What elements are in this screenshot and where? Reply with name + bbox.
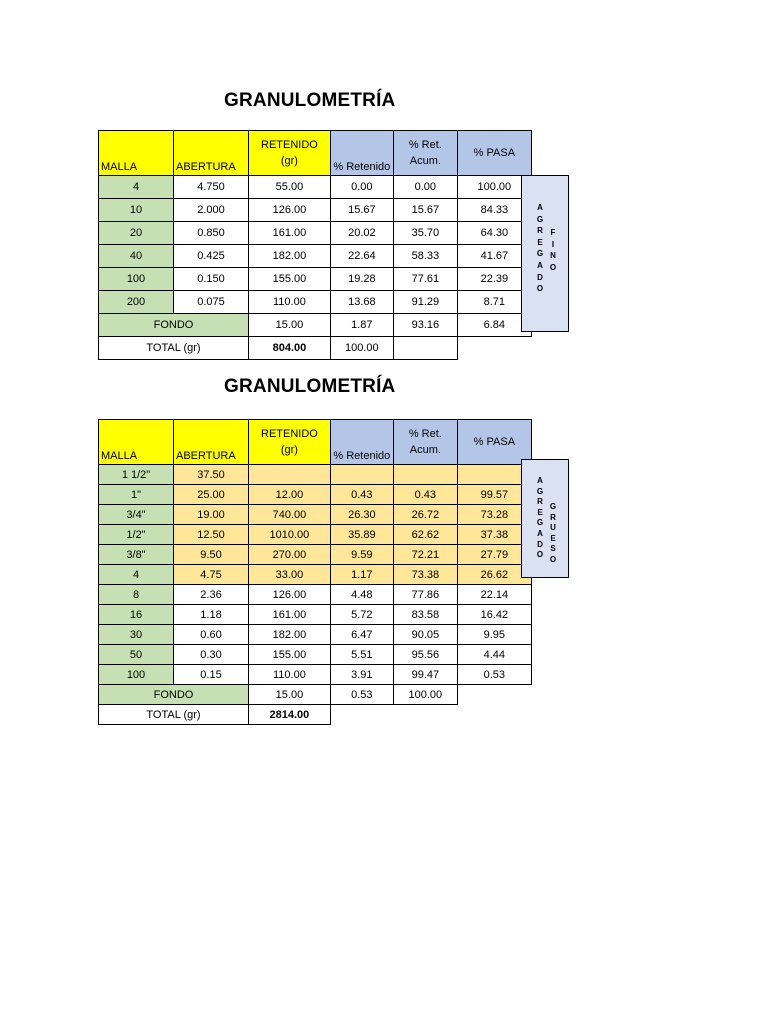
cell-pct-retenido: 0.00 <box>330 176 393 199</box>
cell-malla: 1/2" <box>99 525 174 545</box>
cell-pct-retenido: 15.67 <box>330 199 393 222</box>
table-row <box>99 625 532 645</box>
cell-pct-retenido: 13.68 <box>330 291 393 314</box>
fondo-row <box>99 685 532 705</box>
cell-pct-pasa: 22.14 <box>457 585 531 605</box>
title-2: GRANULOMETRÍA <box>224 376 396 397</box>
fondo-pct-ret-acum: 93.16 <box>393 314 457 337</box>
cell-abertura: 2.000 <box>174 199 249 222</box>
total-row <box>99 705 532 725</box>
table-row <box>99 545 532 565</box>
fondo-row <box>99 314 532 337</box>
side-label-letter: G <box>536 214 544 224</box>
cell-retenido: 126.00 <box>249 199 331 222</box>
total-row <box>99 337 532 360</box>
total-retenido: 2814.00 <box>249 705 331 725</box>
cell-malla: 100 <box>99 665 174 685</box>
side-label-letter: F <box>550 228 556 237</box>
fondo-retenido: 15.00 <box>249 314 331 337</box>
cell-retenido: 110.00 <box>249 665 331 685</box>
cell-pct-retenido: 5.51 <box>330 645 393 665</box>
fondo-label: FONDO <box>99 685 249 705</box>
cell-pct-pasa: 22.39 <box>457 268 531 291</box>
table-row <box>99 505 532 525</box>
cell-pct-ret-acum: 0.43 <box>393 485 457 505</box>
side-label-letter: N <box>550 251 556 261</box>
cell-abertura: 0.850 <box>174 222 249 245</box>
side-label-letter: R <box>550 512 556 522</box>
cell-pct-retenido: 6.47 <box>330 625 393 645</box>
total-empty <box>457 705 531 725</box>
cell-abertura: 0.150 <box>174 268 249 291</box>
cell-retenido: 155.00 <box>249 268 331 291</box>
cell-malla: 10 <box>99 199 174 222</box>
cell-pct-ret-acum: 58.33 <box>393 245 457 268</box>
cell-pct-ret-acum: 91.29 <box>393 291 457 314</box>
side-label-letter: O <box>549 262 557 272</box>
cell-pct-ret-acum <box>393 465 457 485</box>
cell-pct-retenido: 4.48 <box>330 585 393 605</box>
side-label-letter: E <box>537 507 543 517</box>
header-pct-ret-acum: % Ret. Acum. <box>393 131 457 176</box>
cell-abertura: 2.36 <box>174 585 249 605</box>
fondo-retenido: 15.00 <box>249 685 331 705</box>
header-malla: MALLA <box>99 420 174 465</box>
total-empty <box>457 337 531 360</box>
cell-pct-ret-acum: 35.70 <box>393 222 457 245</box>
cell-malla: 1" <box>99 485 174 505</box>
cell-pct-retenido: 35.89 <box>330 525 393 545</box>
total-empty <box>330 705 393 725</box>
header-pct-pasa: % PASA <box>457 131 531 176</box>
table-row <box>99 291 532 314</box>
side-label-letter: O <box>536 284 544 294</box>
cell-pct-pasa: 4.44 <box>457 645 531 665</box>
fondo-pct-pasa: 6.84 <box>457 314 531 337</box>
cell-pct-pasa: 64.30 <box>457 222 531 245</box>
side-label-letter: G <box>536 518 544 528</box>
table-row <box>99 268 532 291</box>
table-row <box>99 222 532 245</box>
header-row <box>99 420 532 465</box>
side-label-letter: D <box>537 272 543 282</box>
cell-pct-pasa: 0.53 <box>457 665 531 685</box>
table-row <box>99 485 532 505</box>
cell-retenido: 161.00 <box>249 222 331 245</box>
side-label-letter: G <box>536 249 544 259</box>
header-abertura: ABERTURA <box>174 420 249 465</box>
cell-malla: 16 <box>99 605 174 625</box>
header-retenido: RETENIDO (gr) <box>249 420 331 465</box>
table-row <box>99 245 532 268</box>
side-label-letter: S <box>550 544 556 554</box>
cell-malla: 3/4" <box>99 505 174 525</box>
cell-malla: 4 <box>99 565 174 585</box>
side-label-letter: A <box>537 529 543 538</box>
side-label-letter: R <box>537 497 543 507</box>
fondo-pct-retenido: 0.53 <box>330 685 393 705</box>
total-empty <box>393 705 457 725</box>
cell-pct-retenido <box>330 465 393 485</box>
header-pct-pasa: % PASA <box>457 420 531 465</box>
cell-retenido <box>249 465 331 485</box>
cell-malla: 8 <box>99 585 174 605</box>
side-label-letter: O <box>549 555 557 564</box>
cell-pct-pasa: 16.42 <box>457 605 531 625</box>
table-row <box>99 199 532 222</box>
cell-malla: 4 <box>99 176 174 199</box>
cell-retenido: 182.00 <box>249 625 331 645</box>
cell-abertura: 0.30 <box>174 645 249 665</box>
header-retenido: RETENIDO (gr) <box>249 131 331 176</box>
cell-pct-ret-acum: 15.67 <box>393 199 457 222</box>
cell-pct-pasa: 27.79 <box>457 545 531 565</box>
cell-pct-ret-acum: 83.58 <box>393 605 457 625</box>
header-pct-ret-acum: % Ret. Acum. <box>393 420 457 465</box>
side-label-agregado-grueso <box>521 459 569 578</box>
side-label-letter: A <box>537 261 543 270</box>
fondo-pct-ret-acum: 100.00 <box>393 685 457 705</box>
cell-malla: 1 1/2" <box>99 465 174 485</box>
cell-abertura: 0.60 <box>174 625 249 645</box>
cell-pct-ret-acum: 77.61 <box>393 268 457 291</box>
total-label: TOTAL (gr) <box>99 705 249 725</box>
cell-malla: 100 <box>99 268 174 291</box>
total-retenido: 804.00 <box>249 337 331 360</box>
cell-pct-retenido: 9.59 <box>330 545 393 565</box>
cell-retenido: 55.00 <box>249 176 331 199</box>
table-row <box>99 665 532 685</box>
cell-pct-retenido: 19.28 <box>330 268 393 291</box>
side-label-letter: O <box>536 550 544 560</box>
granulometria-table-2 <box>98 419 532 725</box>
cell-retenido: 155.00 <box>249 645 331 665</box>
cell-malla: 3/8" <box>99 545 174 565</box>
cell-pct-ret-acum: 26.72 <box>393 505 457 525</box>
cell-pct-retenido: 1.17 <box>330 565 393 585</box>
cell-abertura: 4.75 <box>174 565 249 585</box>
cell-abertura: 0.15 <box>174 665 249 685</box>
cell-malla: 50 <box>99 645 174 665</box>
header-abertura: ABERTURA <box>174 131 249 176</box>
side-label-letter: E <box>537 237 543 247</box>
cell-pct-ret-acum: 62.62 <box>393 525 457 545</box>
table-row <box>99 565 532 585</box>
cell-pct-retenido: 20.02 <box>330 222 393 245</box>
header-malla: MALLA <box>99 131 174 176</box>
granulometria-table-1 <box>98 130 532 360</box>
side-label-letter: U <box>550 523 556 533</box>
cell-retenido: 1010.00 <box>249 525 331 545</box>
cell-abertura: 0.425 <box>174 245 249 268</box>
cell-pct-ret-acum: 99.47 <box>393 665 457 685</box>
cell-retenido: 126.00 <box>249 585 331 605</box>
cell-pct-retenido: 26.30 <box>330 505 393 525</box>
side-label-letter: A <box>537 476 543 485</box>
cell-malla: 40 <box>99 245 174 268</box>
table-row <box>99 525 532 545</box>
cell-pct-pasa: 37.38 <box>457 525 531 545</box>
cell-abertura: 37.50 <box>174 465 249 485</box>
table-row <box>99 645 532 665</box>
cell-abertura: 0.075 <box>174 291 249 314</box>
cell-pct-ret-acum: 72.21 <box>393 545 457 565</box>
cell-pct-retenido: 5.72 <box>330 605 393 625</box>
cell-malla: 200 <box>99 291 174 314</box>
cell-retenido: 182.00 <box>249 245 331 268</box>
cell-abertura: 1.18 <box>174 605 249 625</box>
cell-pct-ret-acum: 77.86 <box>393 585 457 605</box>
cell-pct-ret-acum: 0.00 <box>393 176 457 199</box>
cell-pct-retenido: 0.43 <box>330 485 393 505</box>
table-row <box>99 176 532 199</box>
side-label-letter: R <box>537 226 543 236</box>
fondo-label: FONDO <box>99 314 249 337</box>
fondo-empty <box>457 685 531 705</box>
cell-abertura: 9.50 <box>174 545 249 565</box>
side-label-letter: I <box>551 239 555 249</box>
side-label-letter: E <box>550 533 556 543</box>
side-label-letter: A <box>537 203 543 212</box>
cell-pct-ret-acum: 73.38 <box>393 565 457 585</box>
table-row <box>99 465 532 485</box>
header-row <box>99 131 532 176</box>
cell-retenido: 12.00 <box>249 485 331 505</box>
total-empty <box>393 337 457 360</box>
cell-malla: 30 <box>99 625 174 645</box>
cell-retenido: 740.00 <box>249 505 331 525</box>
table-row <box>99 585 532 605</box>
cell-pct-pasa: 100.00 <box>457 176 531 199</box>
cell-pct-pasa: 41.67 <box>457 245 531 268</box>
total-label: TOTAL (gr) <box>99 337 249 360</box>
cell-pct-pasa: 99.57 <box>457 485 531 505</box>
title-1: GRANULOMETRÍA <box>224 90 396 111</box>
table-row <box>99 605 532 625</box>
total-pct-retenido: 100.00 <box>330 337 393 360</box>
cell-pct-pasa: 8.71 <box>457 291 531 314</box>
cell-abertura: 19.00 <box>174 505 249 525</box>
cell-retenido: 161.00 <box>249 605 331 625</box>
fondo-pct-retenido: 1.87 <box>330 314 393 337</box>
cell-retenido: 33.00 <box>249 565 331 585</box>
cell-retenido: 270.00 <box>249 545 331 565</box>
cell-malla: 20 <box>99 222 174 245</box>
cell-abertura: 12.50 <box>174 525 249 545</box>
side-label-agregado-fino <box>521 175 569 332</box>
cell-pct-retenido: 22.64 <box>330 245 393 268</box>
side-label-letter: G <box>549 502 557 511</box>
cell-abertura: 4.750 <box>174 176 249 199</box>
side-label-letter: D <box>537 539 543 549</box>
cell-abertura: 25.00 <box>174 485 249 505</box>
side-label-letter: G <box>536 486 544 496</box>
cell-pct-pasa: 84.33 <box>457 199 531 222</box>
cell-pct-retenido: 3.91 <box>330 665 393 685</box>
cell-pct-ret-acum: 95.56 <box>393 645 457 665</box>
cell-pct-pasa: 9.95 <box>457 625 531 645</box>
header-pct-retenido: % Retenido <box>330 420 393 465</box>
header-pct-retenido: % Retenido <box>330 131 393 176</box>
cell-retenido: 110.00 <box>249 291 331 314</box>
cell-pct-ret-acum: 90.05 <box>393 625 457 645</box>
cell-pct-pasa: 73.28 <box>457 505 531 525</box>
cell-pct-pasa: 26.62 <box>457 565 531 585</box>
